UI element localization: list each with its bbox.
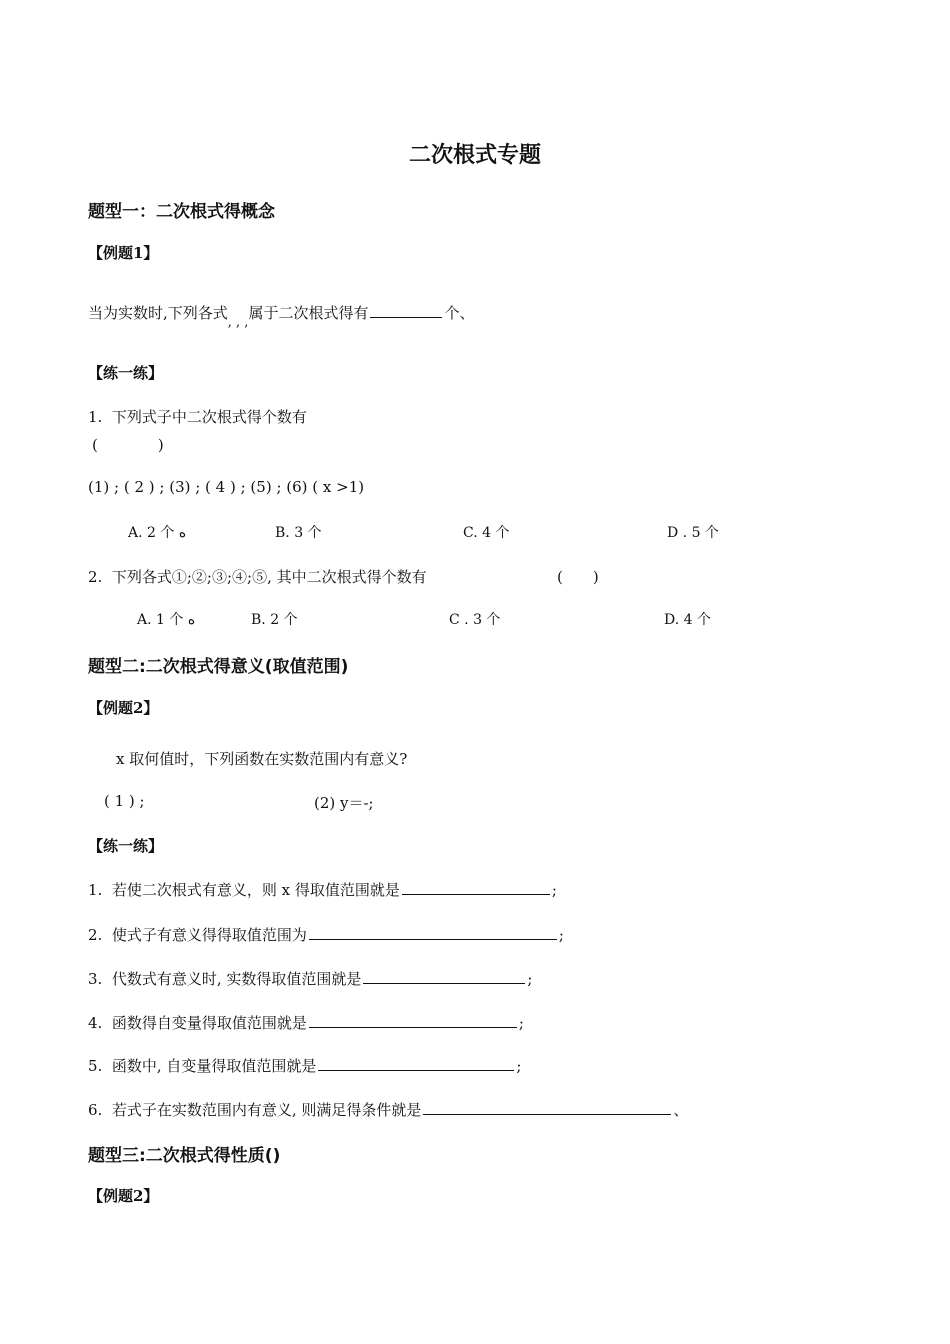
q2-option-b: B. 2 个: [251, 612, 298, 628]
section-heading-1: 题型一：二次根式得概念: [88, 202, 275, 222]
practice-2-item-6: [88, 1099, 688, 1120]
answer-blank: [363, 969, 525, 984]
example-1-text-b: 属于二次根式得有: [248, 304, 369, 322]
practice-2-item-3: [88, 968, 532, 989]
q-text: 使式子有意义得得取值范围为: [111, 926, 307, 944]
q-end: 、: [673, 1101, 689, 1119]
practice-2-item-4: [88, 1012, 524, 1033]
example-2-sub-1: ( 1 ) ;: [104, 792, 145, 810]
q-text: 下列式子中二次根式得个数有: [111, 408, 307, 426]
page-title: 二次根式专题: [409, 143, 542, 168]
practice-tag-1: 【练一练】: [88, 364, 164, 382]
practice-2-item-5: [88, 1055, 521, 1076]
answer-blank: [402, 880, 550, 895]
example-2-text: x 取何值时，下列函数在实数范围内有意义?: [116, 750, 408, 768]
answer-blank: [423, 1100, 671, 1115]
q-end: ;: [551, 881, 557, 899]
practice-tag-2: 【练一练】: [88, 837, 164, 855]
example-2-sub-2: (2) y＝-;: [314, 794, 374, 812]
example-1-question: [88, 302, 475, 330]
answer-blank: [309, 1013, 517, 1028]
q-number: 5.: [88, 1057, 103, 1075]
practice-1-q2: [88, 566, 427, 587]
q2-option-c: C . 3 个: [449, 612, 501, 628]
q2-option-a: A. 1 个 ﻩ: [137, 612, 196, 628]
q1-option-d: D . 5 个: [667, 525, 719, 541]
q1-option-a: A. 2 个 ﻩ: [128, 525, 187, 541]
example-tag-3: 【例题2】: [88, 1187, 159, 1205]
q-number: 2.: [88, 926, 103, 944]
example-tag-1: 【例题1】: [88, 244, 159, 262]
q1-option-b: B. 3 个: [275, 525, 322, 541]
q2-answer-paren: ( ): [557, 568, 599, 586]
q-text: 函数得自变量得取值范围就是: [111, 1014, 307, 1032]
q1-option-c: C. 4 个: [463, 525, 510, 541]
practice-1-q1: [88, 406, 307, 427]
answer-blank: [318, 1056, 514, 1071]
q2-option-d: D. 4 个: [664, 612, 711, 628]
q-text: 若式子在实数范围内有意义, 则满足得条件就是: [111, 1101, 422, 1119]
q-number: 1.: [88, 408, 103, 426]
q-end: ;: [518, 1014, 524, 1032]
answer-blank: [309, 925, 557, 940]
practice-2-item-2: [88, 924, 564, 945]
section-heading-3: 题型三:二次根式得性质(): [88, 1146, 281, 1166]
q-text: 下列各式①;②;③;④;⑤, 其中二次根式得个数有: [111, 568, 427, 586]
example-1-commas: , , ,: [227, 315, 249, 330]
q-number: 2.: [88, 568, 103, 586]
q-text: 函数中, 自变量得取值范围就是: [111, 1057, 317, 1075]
practice-2-item-1: [88, 879, 557, 900]
example-1-text-a: 当为实数时,下列各式: [88, 304, 228, 322]
example-tag-2: 【例题2】: [88, 699, 159, 717]
q-end: ;: [558, 926, 564, 944]
q-end: ;: [527, 970, 533, 988]
q-text: 若使二次根式有意义，则 x 得取值范围就是: [111, 881, 400, 899]
q-number: 3.: [88, 970, 103, 988]
q-number: 1.: [88, 881, 103, 899]
section-heading-2: 题型二:二次根式得意义(取值范围): [88, 657, 349, 677]
q-number: 6.: [88, 1101, 103, 1119]
example-1-text-c: 个、: [444, 304, 475, 322]
q-number: 4.: [88, 1014, 103, 1032]
q1-answer-paren: ( ): [92, 436, 164, 454]
q-text: 代数式有意义时, 实数得取值范围就是: [111, 970, 362, 988]
answer-blank: [370, 303, 442, 318]
q1-items: (1) ; ( 2 ) ; (3) ; ( 4 ) ; (5) ; (6) ( x >1): [88, 478, 365, 496]
q-end: ;: [516, 1057, 522, 1075]
